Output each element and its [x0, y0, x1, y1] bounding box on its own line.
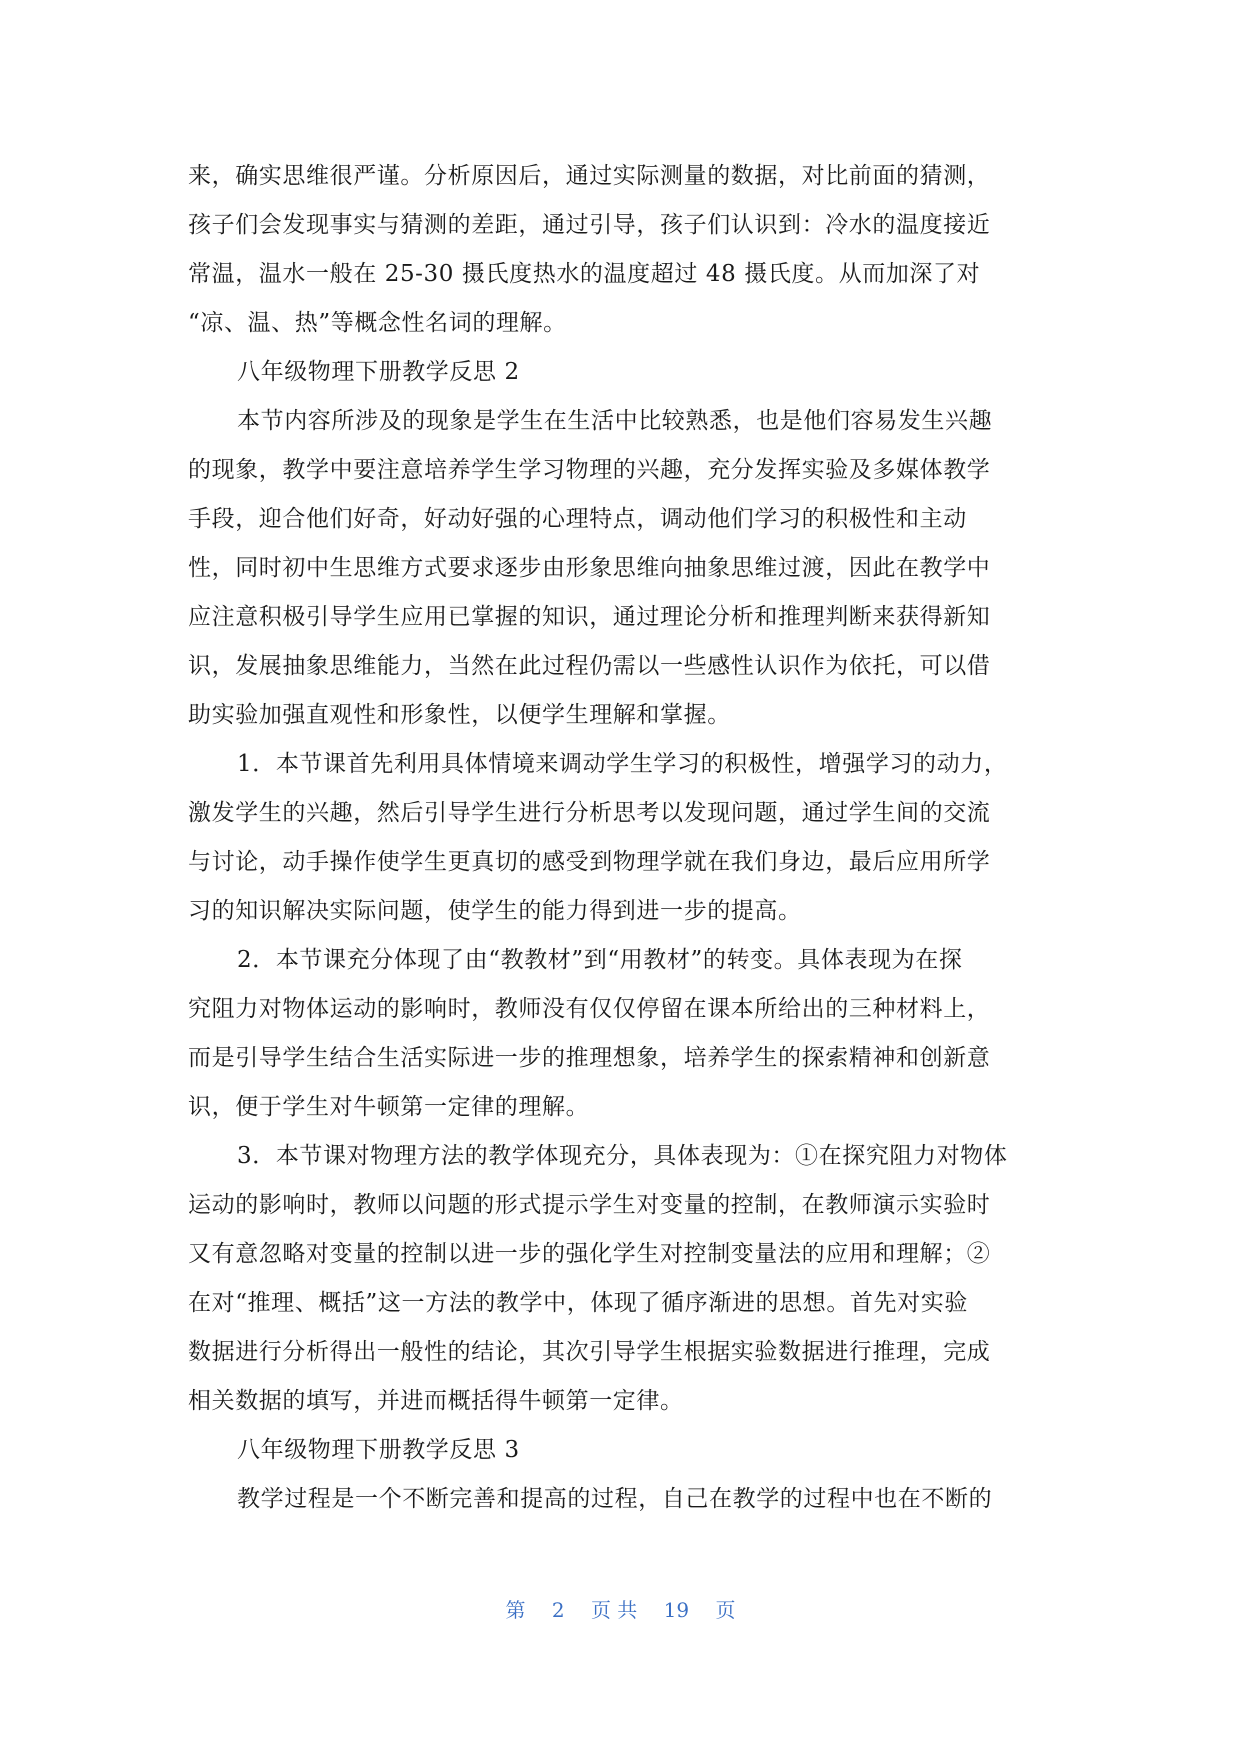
- text-line: 识，发展抽象思维能力，当然在此过程仍需以一些感性认识作为依托，可以借: [188, 653, 991, 679]
- document-body: [188, 152, 1054, 1524]
- text-line: 手段，迎合他们好奇，好动好强的心理特点，调动他们学习的积极性和主动: [188, 506, 967, 532]
- page-label-suffix: 页: [715, 1598, 736, 1622]
- section-heading: 八年级物理下册教学反思 3: [237, 1437, 520, 1463]
- text-line: 识，便于学生对牛顿第一定律的理解。: [188, 1094, 590, 1120]
- text-line: “凉、温、热”等概念性名词的理解。: [188, 310, 567, 336]
- text-line: 在对“推理、概括”这一方法的教学中，体现了循序渐进的思想。首先对实验: [188, 1290, 968, 1316]
- text-line: 而是引导学生结合生活实际进一步的推理想象，培养学生的探索精神和创新意: [188, 1045, 991, 1071]
- text-line: 的现象，教学中要注意培养学生学习物理的兴趣，充分发挥实验及多媒体教学: [188, 457, 991, 483]
- list-item-1: 1．本节课首先利用具体情境来调动学生学习的积极性，增强学习的动力，: [237, 751, 1008, 777]
- text-line: 与讨论，动手操作使学生更真切的感受到物理学就在我们身边，最后应用所学: [188, 849, 991, 875]
- section-heading: 八年级物理下册教学反思 2: [237, 359, 520, 385]
- current-page-number: 2: [551, 1598, 565, 1622]
- text-line: 相关数据的填写，并进而概括得牛顿第一定律。: [188, 1388, 684, 1414]
- text-line: 来，确实思维很严谨。分析原因后，通过实际测量的数据，对比前面的猜测，: [188, 163, 991, 189]
- text-line: 常温，温水一般在 25-30 摄氏度热水的温度超过 48 摄氏度。从而加深了对: [188, 261, 981, 287]
- text-line: 应注意积极引导学生应用已掌握的知识，通过理论分析和推理判断来获得新知: [188, 604, 991, 630]
- text-line: 运动的影响时，教师以问题的形式提示学生对变量的控制，在教师演示实验时: [188, 1192, 991, 1218]
- text-line: 本节内容所涉及的现象是学生在生活中比较熟悉，也是他们容易发生兴趣: [237, 408, 993, 434]
- text-line: 数据进行分析得出一般性的结论，其次引导学生根据实验数据进行推理，完成: [188, 1339, 991, 1365]
- text-line: 助实验加强直观性和形象性，以便学生理解和掌握。: [188, 702, 731, 728]
- page-label-prefix: 第: [505, 1598, 526, 1622]
- list-item-3: 3．本节课对物理方法的教学体现充分，具体表现为：①在探究阻力对物体: [237, 1143, 1008, 1169]
- text-line: 习的知识解决实际问题，使学生的能力得到进一步的提高。: [188, 898, 802, 924]
- text-line: 激发学生的兴趣，然后引导学生进行分析思考以发现问题，通过学生间的交流: [188, 800, 991, 826]
- text-line: 又有意忽略对变量的控制以进一步的强化学生对控制变量法的应用和理解；②: [188, 1241, 991, 1267]
- page-footer: [0, 1594, 1241, 1623]
- text-line: 教学过程是一个不断完善和提高的过程，自己在教学的过程中也在不断的: [237, 1486, 993, 1512]
- text-line: 孩子们会发现事实与猜测的差距，通过引导，孩子们认识到：冷水的温度接近: [188, 212, 991, 238]
- page-label-mid: 页 共: [590, 1598, 638, 1622]
- total-pages-number: 19: [663, 1598, 690, 1622]
- text-line: 究阻力对物体运动的影响时，教师没有仅仅停留在课本所给出的三种材料上，: [188, 996, 991, 1022]
- text-line: 性，同时初中生思维方式要求逐步由形象思维向抽象思维过渡，因此在教学中: [188, 555, 991, 581]
- list-item-2: 2．本节课充分体现了由“教教材”到“用教材”的转变。具体表现为在探: [237, 947, 963, 973]
